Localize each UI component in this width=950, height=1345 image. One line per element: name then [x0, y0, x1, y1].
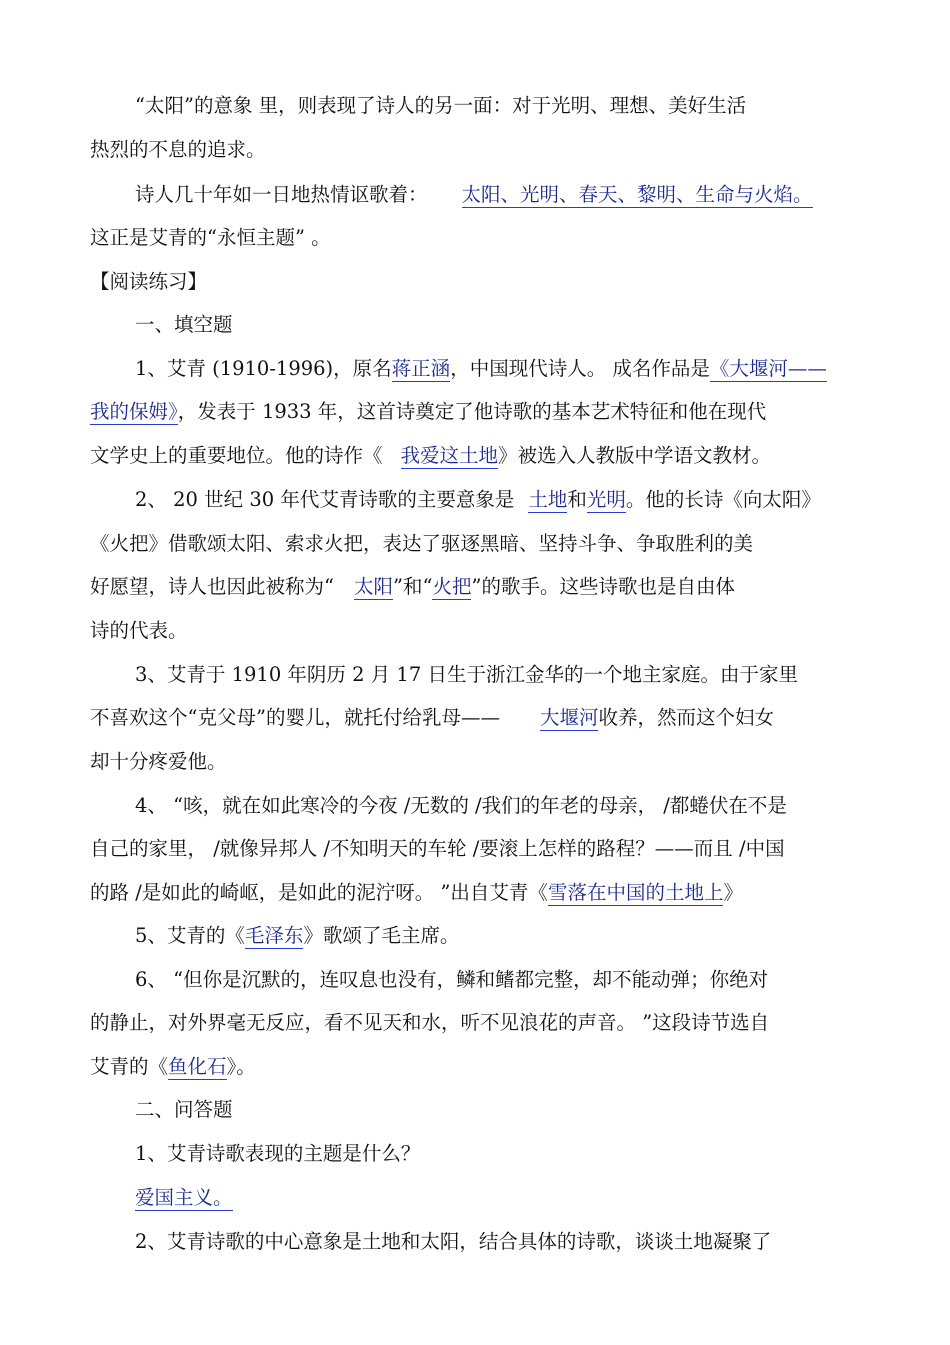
intro-line-4: 这正是艾青的“永恒主题” 。	[90, 226, 331, 249]
q6-text-a: 艾青的《	[90, 1055, 169, 1078]
q5-text-b: 》歌颂了毛主席。	[303, 924, 460, 947]
q3-text-a: 不喜欢这个“克父母”的婴儿，就托付给乳母——	[90, 706, 500, 729]
p2-q2-question: 2、艾青诗歌的中心意象是土地和太阳，结合具体的诗歌，谈谈土地凝聚了	[135, 1230, 772, 1253]
q6-line-2: 的静止，对外界毫无反应，看不见天和水，听不见浪花的声音。 ”这段诗节选自	[90, 1011, 770, 1034]
q1-line-2	[90, 397, 865, 427]
q2-answer-earth: 土地	[528, 488, 568, 511]
section-title: 【阅读练习】	[90, 270, 208, 293]
q1-answer-work-b: 我的保姆》	[90, 400, 178, 423]
q3-line-1: 3、艾青于 1910 年阴历 2 月 17 日生于浙江金华的一个地主家庭。由于家里	[135, 663, 798, 686]
q1-line-1	[135, 354, 865, 384]
intro-line-2: 热烈的不息的追求。	[90, 138, 266, 161]
q1-text-c: ，发表于 1933 年，这首诗奠定了他诗歌的基本艺术特征和他在现代	[177, 400, 767, 423]
q2-text-e: ”和“	[393, 575, 433, 598]
q4-answer: 雪落在中国的土地上	[547, 881, 724, 904]
part1-heading: 一、填空题	[135, 313, 233, 336]
intro-answer: 太阳、光明、春天、黎明、生命与火焰。	[461, 183, 813, 206]
q2-text-f: ”的歌手。这些诗歌也是自由体	[471, 575, 735, 598]
q2-text-d: 好愿望，诗人也因此被称为“	[90, 575, 334, 598]
q5-answer: 毛泽东	[244, 924, 304, 947]
q3-line-2	[90, 703, 865, 733]
q1-answer-work-a: 《大堰河——	[709, 357, 827, 380]
q1-answer-poem: 我爱这土地	[400, 444, 499, 467]
q6-answer: 鱼化石	[168, 1055, 227, 1078]
q1-answer-name: 蒋正涵	[391, 357, 451, 380]
intro-line-1: “太阳”的意象 里，则表现了诗人的另一面：对于光明、理想、美好生活	[135, 94, 747, 117]
p2-q1-answer: 爱国主义。	[135, 1186, 233, 1209]
q4-line-2: 自己的家里， /就像异邦人 /不知明天的车轮 /要滚上怎样的路程？——而且 /中国	[90, 837, 785, 860]
part2-heading: 二、问答题	[135, 1098, 233, 1121]
q2-answer-sun: 太阳	[353, 575, 393, 598]
q2-text-b: 和	[567, 488, 587, 511]
q4-line-3	[90, 878, 865, 908]
q1-line-3	[90, 441, 865, 471]
q4-line-1: 4、 “咳，就在如此寒冷的今夜 /无数的 /我们的年老的母亲， /都蜷伏在不是	[135, 794, 787, 817]
q1-text-d: 文学史上的重要地位。他的诗作《	[90, 444, 383, 467]
q3-answer: 大堰河	[539, 706, 599, 729]
q5-line	[135, 921, 865, 951]
q2-answer-torch: 火把	[432, 575, 472, 598]
q6-line-3	[90, 1052, 865, 1082]
q2-text-c: 。他的长诗《向太阳》	[625, 488, 821, 511]
q2-line-4: 诗的代表。	[90, 619, 188, 642]
q2-line-3	[90, 572, 865, 602]
q4-text-a: 的路 /是如此的崎岖，是如此的泥泞呀。 ”出自艾青《	[90, 881, 548, 904]
q1-text-e: 》被选入人教版中学语文教材。	[498, 444, 772, 467]
p2-q1-answer-line	[135, 1183, 865, 1213]
q2-line-1	[135, 485, 865, 515]
intro-line-3-text: 诗人几十年如一日地热情讴歌着：	[135, 183, 428, 206]
q4-text-b: 》	[723, 881, 743, 904]
q2-text-a: 2、 20 世纪 30 年代艾青诗歌的主要意象是	[135, 488, 515, 511]
intro-line-3	[135, 180, 865, 210]
q1-text-a: 1、艾青 (1910-1996)，原名	[135, 357, 392, 380]
q3-line-3: 却十分疼爱他。	[90, 750, 227, 773]
q3-text-b: 收养，然而这个妇女	[598, 706, 774, 729]
q2-line-2: 《火把》借歌颂太阳、索求火把，表达了驱逐黑暗、坚持斗争、争取胜利的美	[90, 532, 754, 555]
q6-line-1: 6、 “但你是沉默的，连叹息也没有，鳞和鳍都完整，却不能动弹；你绝对	[135, 968, 769, 991]
q1-text-b: ，中国现代诗人。 成名作品是	[450, 357, 710, 380]
q6-text-b: 》。	[226, 1055, 256, 1078]
p2-q1-question: 1、艾青诗歌表现的主题是什么？	[135, 1142, 421, 1165]
q2-answer-light: 光明	[586, 488, 626, 511]
q5-text-a: 5、艾青的《	[135, 924, 245, 947]
